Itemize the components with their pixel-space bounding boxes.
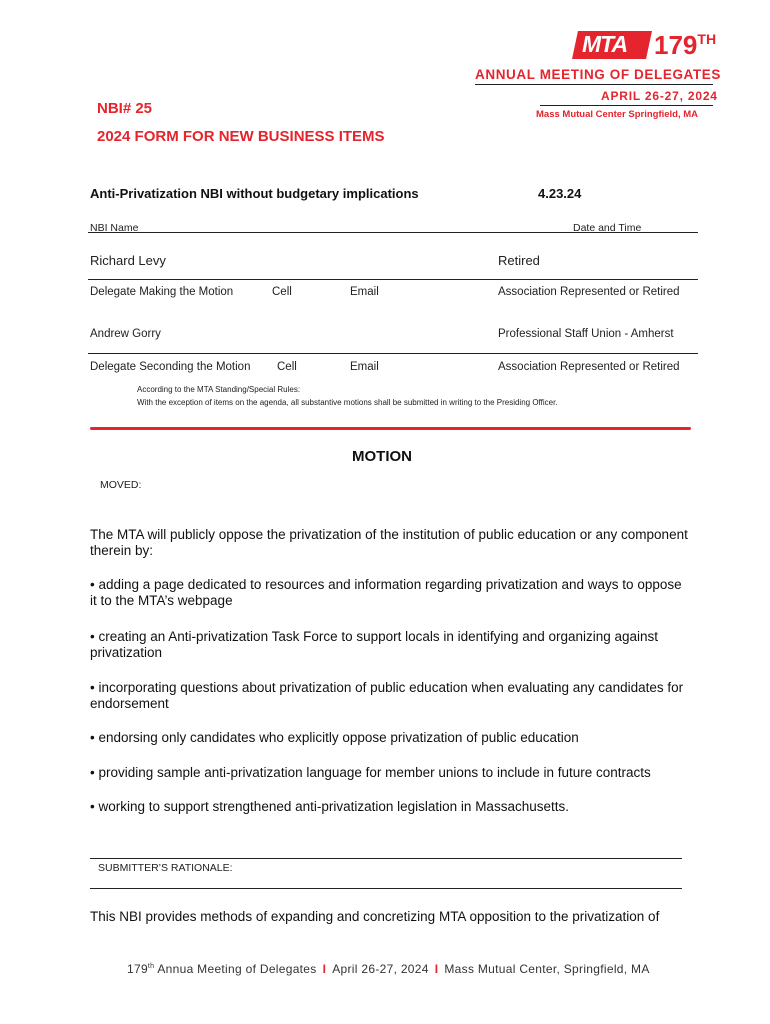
header-rule-2: [540, 105, 713, 106]
motion-item-1: • adding a page dedicated to resources and information regarding privatization and ways to oppose it to the MTA’s webpage: [90, 577, 682, 608]
seconder-rule: [88, 353, 698, 354]
moved-label: MOVED:: [100, 479, 142, 491]
date-time-label: Date and Time: [573, 222, 642, 234]
rules-line-1: According to the MTA Standing/Special Rules:: [137, 385, 301, 394]
meeting-venue: Mass Mutual Center Springfield, MA: [536, 109, 699, 120]
seconder-email-label: Email: [350, 361, 379, 373]
meeting-title: ANNUAL MEETING OF DELEGATES: [475, 67, 721, 82]
header-rule: [475, 84, 713, 85]
motion-item-5: • providing sample anti-privatization language for member unions to include in future contracts: [90, 765, 651, 780]
seconder-name: Andrew Gorry: [90, 328, 161, 340]
motion-intro: The MTA will publicly oppose the privatization of the institution of public education or any component therein by:: [90, 527, 688, 558]
nbi-name-label: NBI Name: [90, 222, 139, 234]
mta-logo: MTA: [582, 31, 628, 57]
motion-item-4: • endorsing only candidates who explicitly oppose privatization of public education: [90, 730, 579, 745]
meeting-number: 179TH: [654, 30, 717, 60]
rules-line-2: With the exception of items on the agenda, all substantive motions shall be submitted in writing to the Presiding Officer.: [137, 398, 558, 407]
rationale-rule-bottom: [90, 888, 682, 889]
nbi-number: NBI# 25: [97, 100, 153, 117]
rationale-rule-top: [90, 858, 682, 859]
seconder-label: Delegate Seconding the Motion: [90, 361, 251, 373]
mover-association: Retired: [498, 253, 540, 268]
nbi-name-value: Anti-Privatization NBI without budgetary implications: [90, 186, 419, 201]
page-footer: 179th Annua Meeting of Delegates I April 26-27, 2024 I Mass Mutual Center, Springfield, MA: [127, 962, 650, 976]
mover-email-label: Email: [350, 286, 379, 298]
seconder-cell-label: Cell: [277, 361, 297, 373]
motion-heading: MOTION: [352, 448, 412, 465]
section-divider: [90, 427, 691, 430]
mover-name: Richard Levy: [90, 253, 166, 268]
mover-assoc-label: Association Represented or Retired: [498, 286, 680, 298]
mover-cell-label: Cell: [272, 286, 292, 298]
mover-label: Delegate Making the Motion: [90, 286, 234, 298]
seconder-association: Professional Staff Union - Amherst: [498, 328, 674, 340]
motion-item-2: • creating an Anti-privatization Task Force to support locals in identifying and organizing against privatization: [90, 629, 659, 660]
motion-item-3: • incorporating questions about privatization of public education when evaluating any candidates for endorsement: [90, 680, 684, 711]
motion-item-6: • working to support strengthened anti-privatization legislation in Massachusetts.: [90, 799, 569, 814]
mover-rule: [88, 279, 698, 280]
date-time-value: 4.23.24: [538, 186, 582, 201]
seconder-assoc-label: Association Represented or Retired: [498, 361, 680, 373]
form-title: 2024 FORM FOR NEW BUSINESS ITEMS: [97, 128, 385, 145]
meeting-dates: APRIL 26-27, 2024: [601, 89, 718, 103]
rationale-text: This NBI provides methods of expanding and concretizing MTA opposition to the privatization of: [90, 909, 660, 924]
rationale-label: SUBMITTER’S RATIONALE:: [98, 862, 233, 874]
